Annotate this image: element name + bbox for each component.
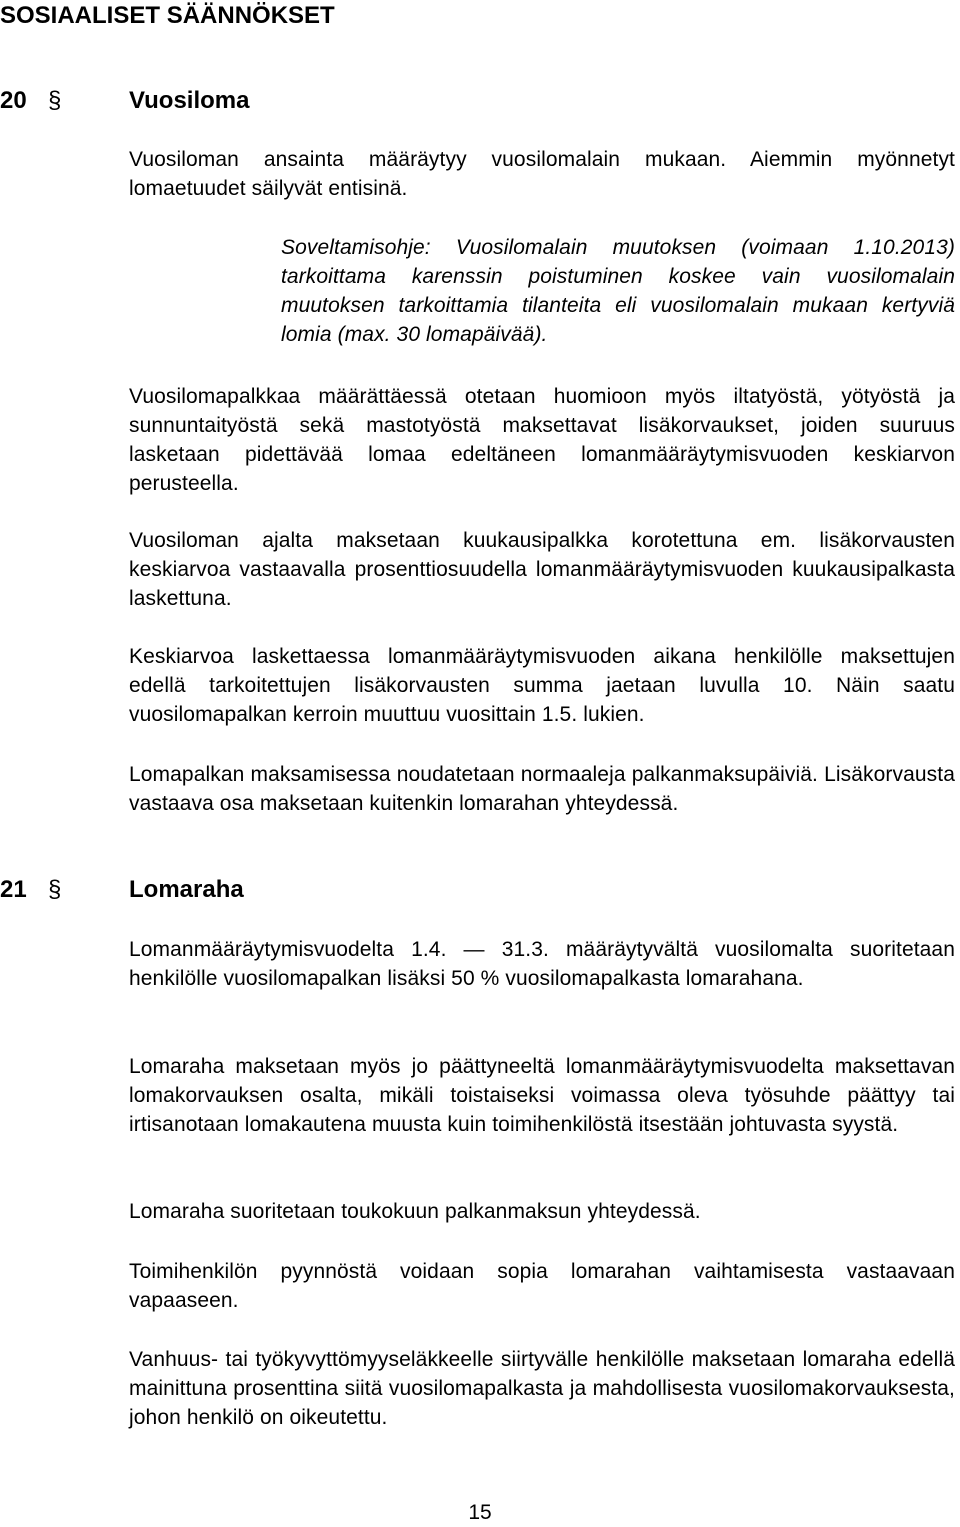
paragraph: Lomanmääräytymisvuodelta 1.4. — 31.3. määräytyvältä vuosilomalta suoritetaan henkilölle vuosilomapalkan lisäksi 50 % vuosilomapalkasta lomarahana. <box>129 938 955 990</box>
section-title: Vuosiloma <box>129 87 250 114</box>
section-symbol: § <box>48 876 62 903</box>
paragraph: Vuosiloman ajalta maksetaan kuukausipalkka korotettuna em. lisäkorvausten keskiarvoa vastaavalla prosenttiosuudella lomanmääräytymisvuoden kuukausipalkasta laskettuna. <box>129 529 955 610</box>
section-number: 20 <box>0 87 27 114</box>
paragraph: Vanhuus- tai työkyvyttömyyseläkkeelle siirtyvälle henkilölle maksetaan lomaraha edellä mainittuna prosenttina siitä vuosilomapalkasta ja mahdollisesta vuosilomakorvauksesta, johon henkilö on oikeutettu. <box>129 1348 955 1429</box>
application-guideline-paragraph: Soveltamisohje: Vuosilomalain muutoksen (voimaan 1.10.2013) tarkoittama karenssin poistuminen koskee vain vuosilomalain muutoksen tarkoittamia tilanteita eli vuosilomalain mukaan kertyviä lomia (max. 30 lomapäivää). <box>281 236 955 346</box>
paragraph: Lomapalkan maksamisessa noudatetaan normaaleja palkanmaksupäiviä. Lisäkorvausta vastaava osa maksetaan kuitenkin lomarahan yhteydessä. <box>129 763 955 815</box>
paragraph: Keskiarvoa laskettaessa lomanmääräytymisvuoden aikana henkilölle maksettujen edellä tarkoitettujen lisäkorvausten summa jaetaan luvulla 10. Näin saatu vuosilomapalkan kerroin muuttuu vuosittain 1.5. lukien. <box>129 645 955 726</box>
document-title: SOSIAALISET SÄÄNNÖKSET <box>0 2 335 29</box>
paragraph: Lomaraha maksetaan myös jo päättyneeltä lomanmääräytymisvuodelta maksettavan lomakorvauksen osalta, mikäli toistaiseksi voimassa oleva työsuhde päättyy tai irtisanotaan lomakautena muusta kuin toimihenkilöstä itsestään johtuvasta syystä. <box>129 1055 955 1136</box>
paragraph: Lomaraha suoritetaan toukokuun palkanmaksun yhteydessä. <box>129 1200 701 1223</box>
page-number: 15 <box>468 1501 492 1524</box>
section-symbol: § <box>48 87 62 114</box>
paragraph: Vuosiloman ansainta määräytyy vuosilomalain mukaan. Aiemmin myönnetyt lomaetuudet säilyvät entisinä. <box>129 148 955 200</box>
section-number: 21 <box>0 876 27 903</box>
paragraph: Vuosilomapalkkaa määrättäessä otetaan huomioon myös iltatyöstä, yötyöstä ja sunnuntaityöstä sekä mastotyöstä maksettavat lisäkorvaukset, joiden suuruus lasketaan pidettävää lomaa edeltäneen lomanmääräytymisvuoden keskiarvon perusteella. <box>129 385 955 495</box>
section-title: Lomaraha <box>129 876 244 903</box>
paragraph: Toimihenkilön pyynnöstä voidaan sopia lomarahan vaihtamisesta vastaavaan vapaaseen. <box>129 1260 955 1312</box>
